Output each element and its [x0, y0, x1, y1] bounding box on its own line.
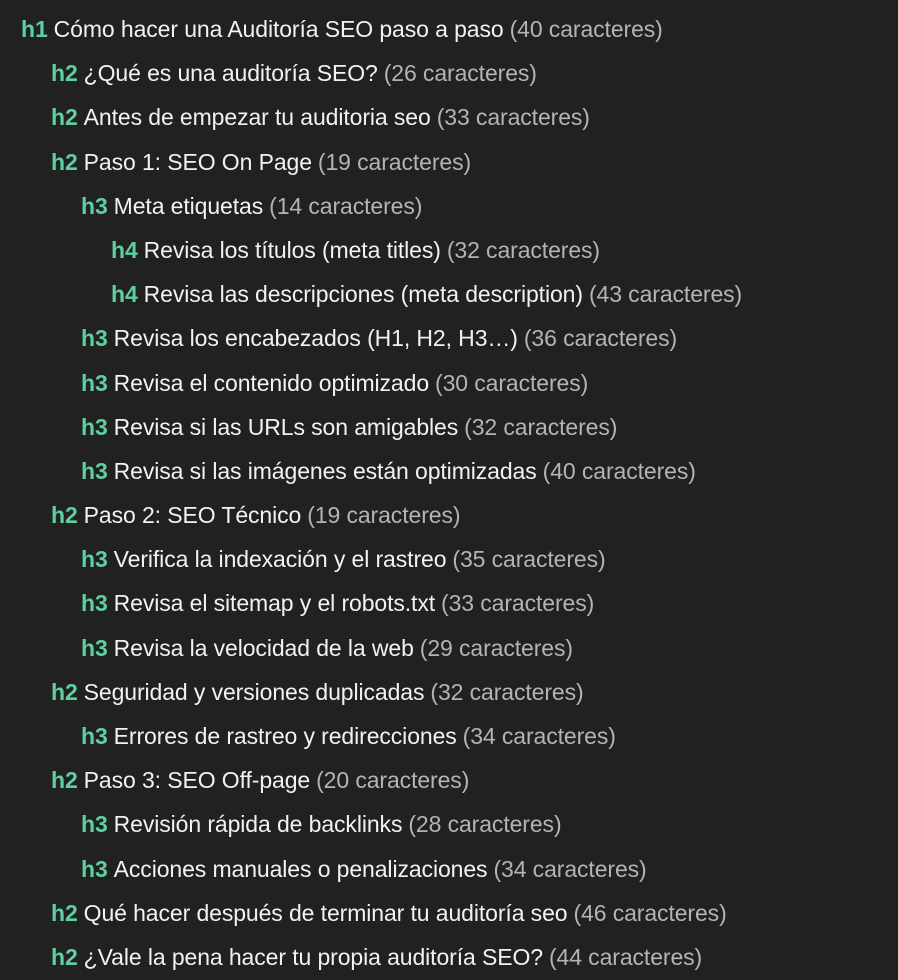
heading-title: Paso 3: SEO Off-page	[83, 767, 311, 794]
heading-level-tag: h2	[51, 502, 78, 529]
heading-level-tag: h2	[51, 678, 78, 705]
heading-level-tag: h2	[51, 104, 78, 131]
heading-title: Cómo hacer una Auditoría SEO paso a paso	[53, 16, 504, 42]
character-count: (40 caracteres)	[509, 16, 663, 42]
heading-row-h2	[0, 935, 898, 979]
heading-row-h2	[0, 51, 898, 95]
character-count: (32 caracteres)	[464, 413, 618, 440]
heading-title: Revisión rápida de backlinks	[113, 811, 403, 838]
heading-row-h3	[0, 449, 898, 493]
heading-level-tag: h4	[111, 281, 138, 308]
heading-level-tag: h3	[81, 192, 108, 219]
heading-title: Revisa la velocidad de la web	[113, 634, 414, 661]
heading-row-h4	[0, 228, 898, 272]
heading-title: Antes de empezar tu auditoria seo	[83, 104, 431, 131]
heading-title: Revisa si las URLs son amigables	[113, 413, 459, 440]
character-count: (34 caracteres)	[493, 855, 647, 882]
heading-title: Paso 2: SEO Técnico	[83, 502, 302, 529]
heading-level-tag: h2	[51, 767, 78, 794]
heading-title: Revisa el contenido optimizado	[113, 369, 430, 396]
heading-level-tag: h3	[81, 457, 108, 484]
character-count: (32 caracteres)	[430, 678, 584, 705]
character-count: (32 caracteres)	[446, 236, 600, 263]
character-count: (33 caracteres)	[436, 104, 590, 131]
heading-row-h2	[0, 670, 898, 714]
heading-title: Revisa los títulos (meta titles)	[143, 236, 441, 263]
heading-row-h3	[0, 316, 898, 360]
character-count: (30 caracteres)	[435, 369, 589, 396]
heading-level-tag: h3	[81, 546, 108, 573]
heading-title: Paso 1: SEO On Page	[83, 148, 312, 175]
heading-title: Revisa el sitemap y el robots.txt	[113, 590, 436, 617]
character-count: (33 caracteres)	[441, 590, 595, 617]
heading-level-tag: h4	[111, 236, 138, 263]
heading-level-tag: h2	[51, 943, 78, 970]
character-count: (36 caracteres)	[523, 325, 678, 352]
heading-title: Revisa las descripciones (meta description)	[143, 281, 583, 308]
heading-row-h3	[0, 361, 898, 405]
heading-level-tag: h3	[81, 590, 108, 617]
heading-row-h3	[0, 714, 898, 758]
heading-row-h3	[0, 184, 898, 228]
heading-row-h3	[0, 537, 898, 581]
character-count: (35 caracteres)	[452, 546, 606, 573]
heading-row-h2	[0, 891, 898, 935]
character-count: (26 caracteres)	[383, 60, 537, 87]
character-count: (20 caracteres)	[316, 767, 470, 794]
heading-row-h1	[0, 7, 898, 51]
heading-level-tag: h2	[51, 899, 78, 926]
heading-title: Acciones manuales o penalizaciones	[113, 855, 488, 882]
heading-row-h3	[0, 581, 898, 625]
heading-row-h4	[0, 272, 898, 316]
heading-level-tag: h3	[81, 811, 108, 838]
character-count: (14 caracteres)	[269, 192, 423, 219]
heading-level-tag: h2	[51, 148, 78, 175]
heading-title: Revisa si las imágenes están optimizadas	[113, 457, 537, 484]
character-count: (19 caracteres)	[317, 148, 472, 175]
heading-level-tag: h3	[81, 325, 108, 352]
heading-level-tag: h3	[81, 855, 108, 882]
heading-title: Revisa los encabezados (H1, H2, H3…)	[113, 325, 518, 352]
heading-title: Seguridad y versiones duplicadas	[83, 678, 425, 705]
heading-title: Verifica la indexación y el rastreo	[113, 546, 447, 573]
character-count: (28 caracteres)	[408, 811, 562, 838]
heading-row-h3	[0, 626, 898, 670]
heading-level-tag: h1	[21, 16, 48, 42]
heading-row-h3	[0, 802, 898, 846]
heading-level-tag: h3	[81, 413, 108, 440]
heading-row-h2	[0, 493, 898, 537]
heading-title: Errores de rastreo y redirecciones	[113, 723, 457, 749]
heading-level-tag: h3	[81, 369, 108, 396]
heading-row-h3	[0, 405, 898, 449]
heading-row-h2	[0, 95, 898, 139]
heading-title: ¿Vale la pena hacer tu propia auditoría SEO?	[83, 943, 543, 970]
character-count: (46 caracteres)	[573, 899, 727, 926]
character-count: (19 caracteres)	[307, 502, 461, 529]
character-count: (40 caracteres)	[542, 457, 696, 484]
heading-level-tag: h2	[51, 60, 78, 87]
character-count: (34 caracteres)	[462, 723, 616, 749]
heading-row-h2	[0, 758, 898, 802]
character-count: (43 caracteres)	[588, 281, 743, 308]
heading-row-h2	[0, 140, 898, 184]
character-count: (29 caracteres)	[419, 634, 573, 661]
heading-level-tag: h3	[81, 634, 108, 661]
character-count: (44 caracteres)	[548, 943, 703, 970]
heading-level-tag: h3	[81, 723, 108, 749]
heading-title: Qué hacer después de terminar tu auditoría seo	[83, 899, 568, 926]
heading-title: ¿Qué es una auditoría SEO?	[83, 60, 378, 87]
heading-row-h3	[0, 847, 898, 891]
heading-title: Meta etiquetas	[113, 192, 264, 219]
